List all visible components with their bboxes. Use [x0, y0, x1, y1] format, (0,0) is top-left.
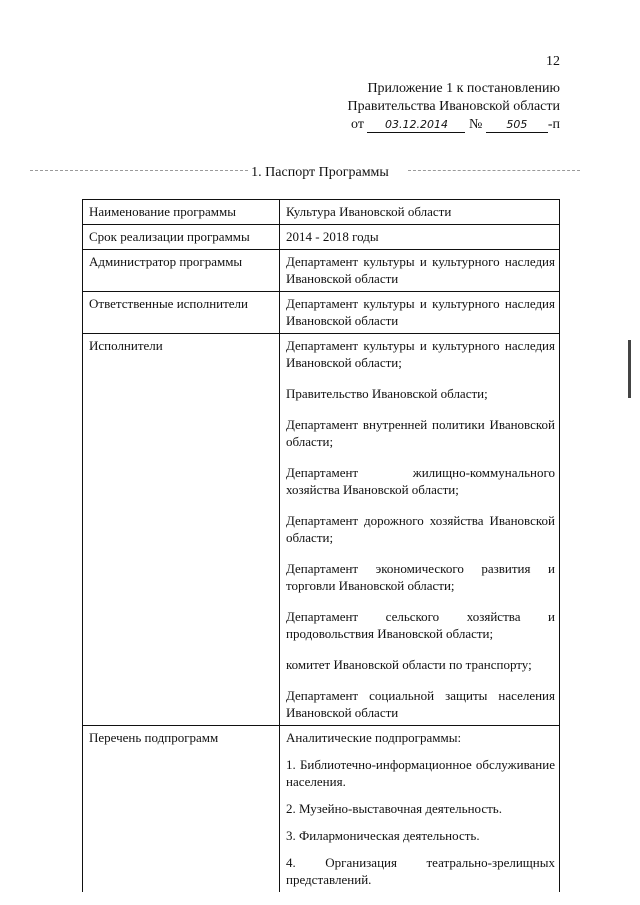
table-row [83, 292, 560, 334]
from-label: от [351, 117, 364, 132]
appendix-header [348, 80, 560, 134]
subprogram-item: 3. Филармоническая деятельность. [286, 828, 480, 843]
row-label: Наименование программы [83, 200, 280, 225]
row-label: Администратор программы [83, 250, 280, 292]
subprogram-item: 2. Музейно-выставочная деятельность. [286, 801, 502, 816]
appendix-line-3 [348, 116, 560, 134]
executor-item: Департамент сельского хозяйства и продовольствия Ивановской области; [286, 609, 555, 641]
executor-item: Департамент жилищно-коммунального хозяйства Ивановской области; [286, 465, 555, 497]
number-suffix: -п [547, 117, 560, 132]
appendix-line-1: Приложение 1 к постановлению [367, 81, 560, 96]
scan-edge-mark [628, 340, 631, 398]
row-value: Культура Ивановской области [280, 200, 560, 225]
row-value: Департамент культуры и культурного наследия Ивановской области [280, 292, 560, 334]
table-row [83, 334, 560, 726]
table-row [83, 250, 560, 292]
number-label: № [468, 117, 483, 132]
row-label: Ответственные исполнители [83, 292, 280, 334]
executor-item: Департамент социальной защиты населения Ивановской области [286, 688, 555, 720]
executor-item: Департамент экономического развития и торговли Ивановской области; [286, 561, 555, 593]
row-label: Исполнители [83, 334, 280, 726]
executors-list [280, 334, 560, 726]
program-passport-table [82, 199, 560, 892]
executor-item: комитет Ивановской области по транспорту; [286, 657, 532, 672]
row-value: 2014 - 2018 годы [280, 225, 560, 250]
executor-item: Департамент внутренней политики Ивановской области; [286, 417, 555, 449]
executor-item: Департамент культуры и культурного наследия Ивановской области; [286, 338, 555, 370]
row-label: Перечень подпрограмм [83, 726, 280, 893]
page-number: 12 [546, 54, 560, 69]
executor-item: Департамент дорожного хозяйства Ивановской области; [286, 513, 555, 545]
subprogram-item: 4. Организация театрально-зрелищных представлений. [286, 855, 555, 887]
subprogram-item: 1. Библиотечно-информационное обслуживание населения. [286, 757, 555, 789]
table-row [83, 200, 560, 225]
row-value: Департамент культуры и культурного наследия Ивановской области [280, 250, 560, 292]
handwritten-number: 505 [486, 118, 548, 133]
table-row [83, 726, 560, 893]
subprograms-list [280, 726, 560, 893]
table-row [83, 225, 560, 250]
executor-item: Правительство Ивановской области; [286, 386, 488, 401]
row-label: Срок реализации программы [83, 225, 280, 250]
section-title: 1. Паспорт Программы [251, 165, 389, 180]
subprogram-intro: Аналитические подпрограммы: [286, 730, 462, 745]
handwritten-date: 03.12.2014 [367, 118, 465, 133]
appendix-line-2: Правительства Ивановской области [347, 99, 560, 114]
